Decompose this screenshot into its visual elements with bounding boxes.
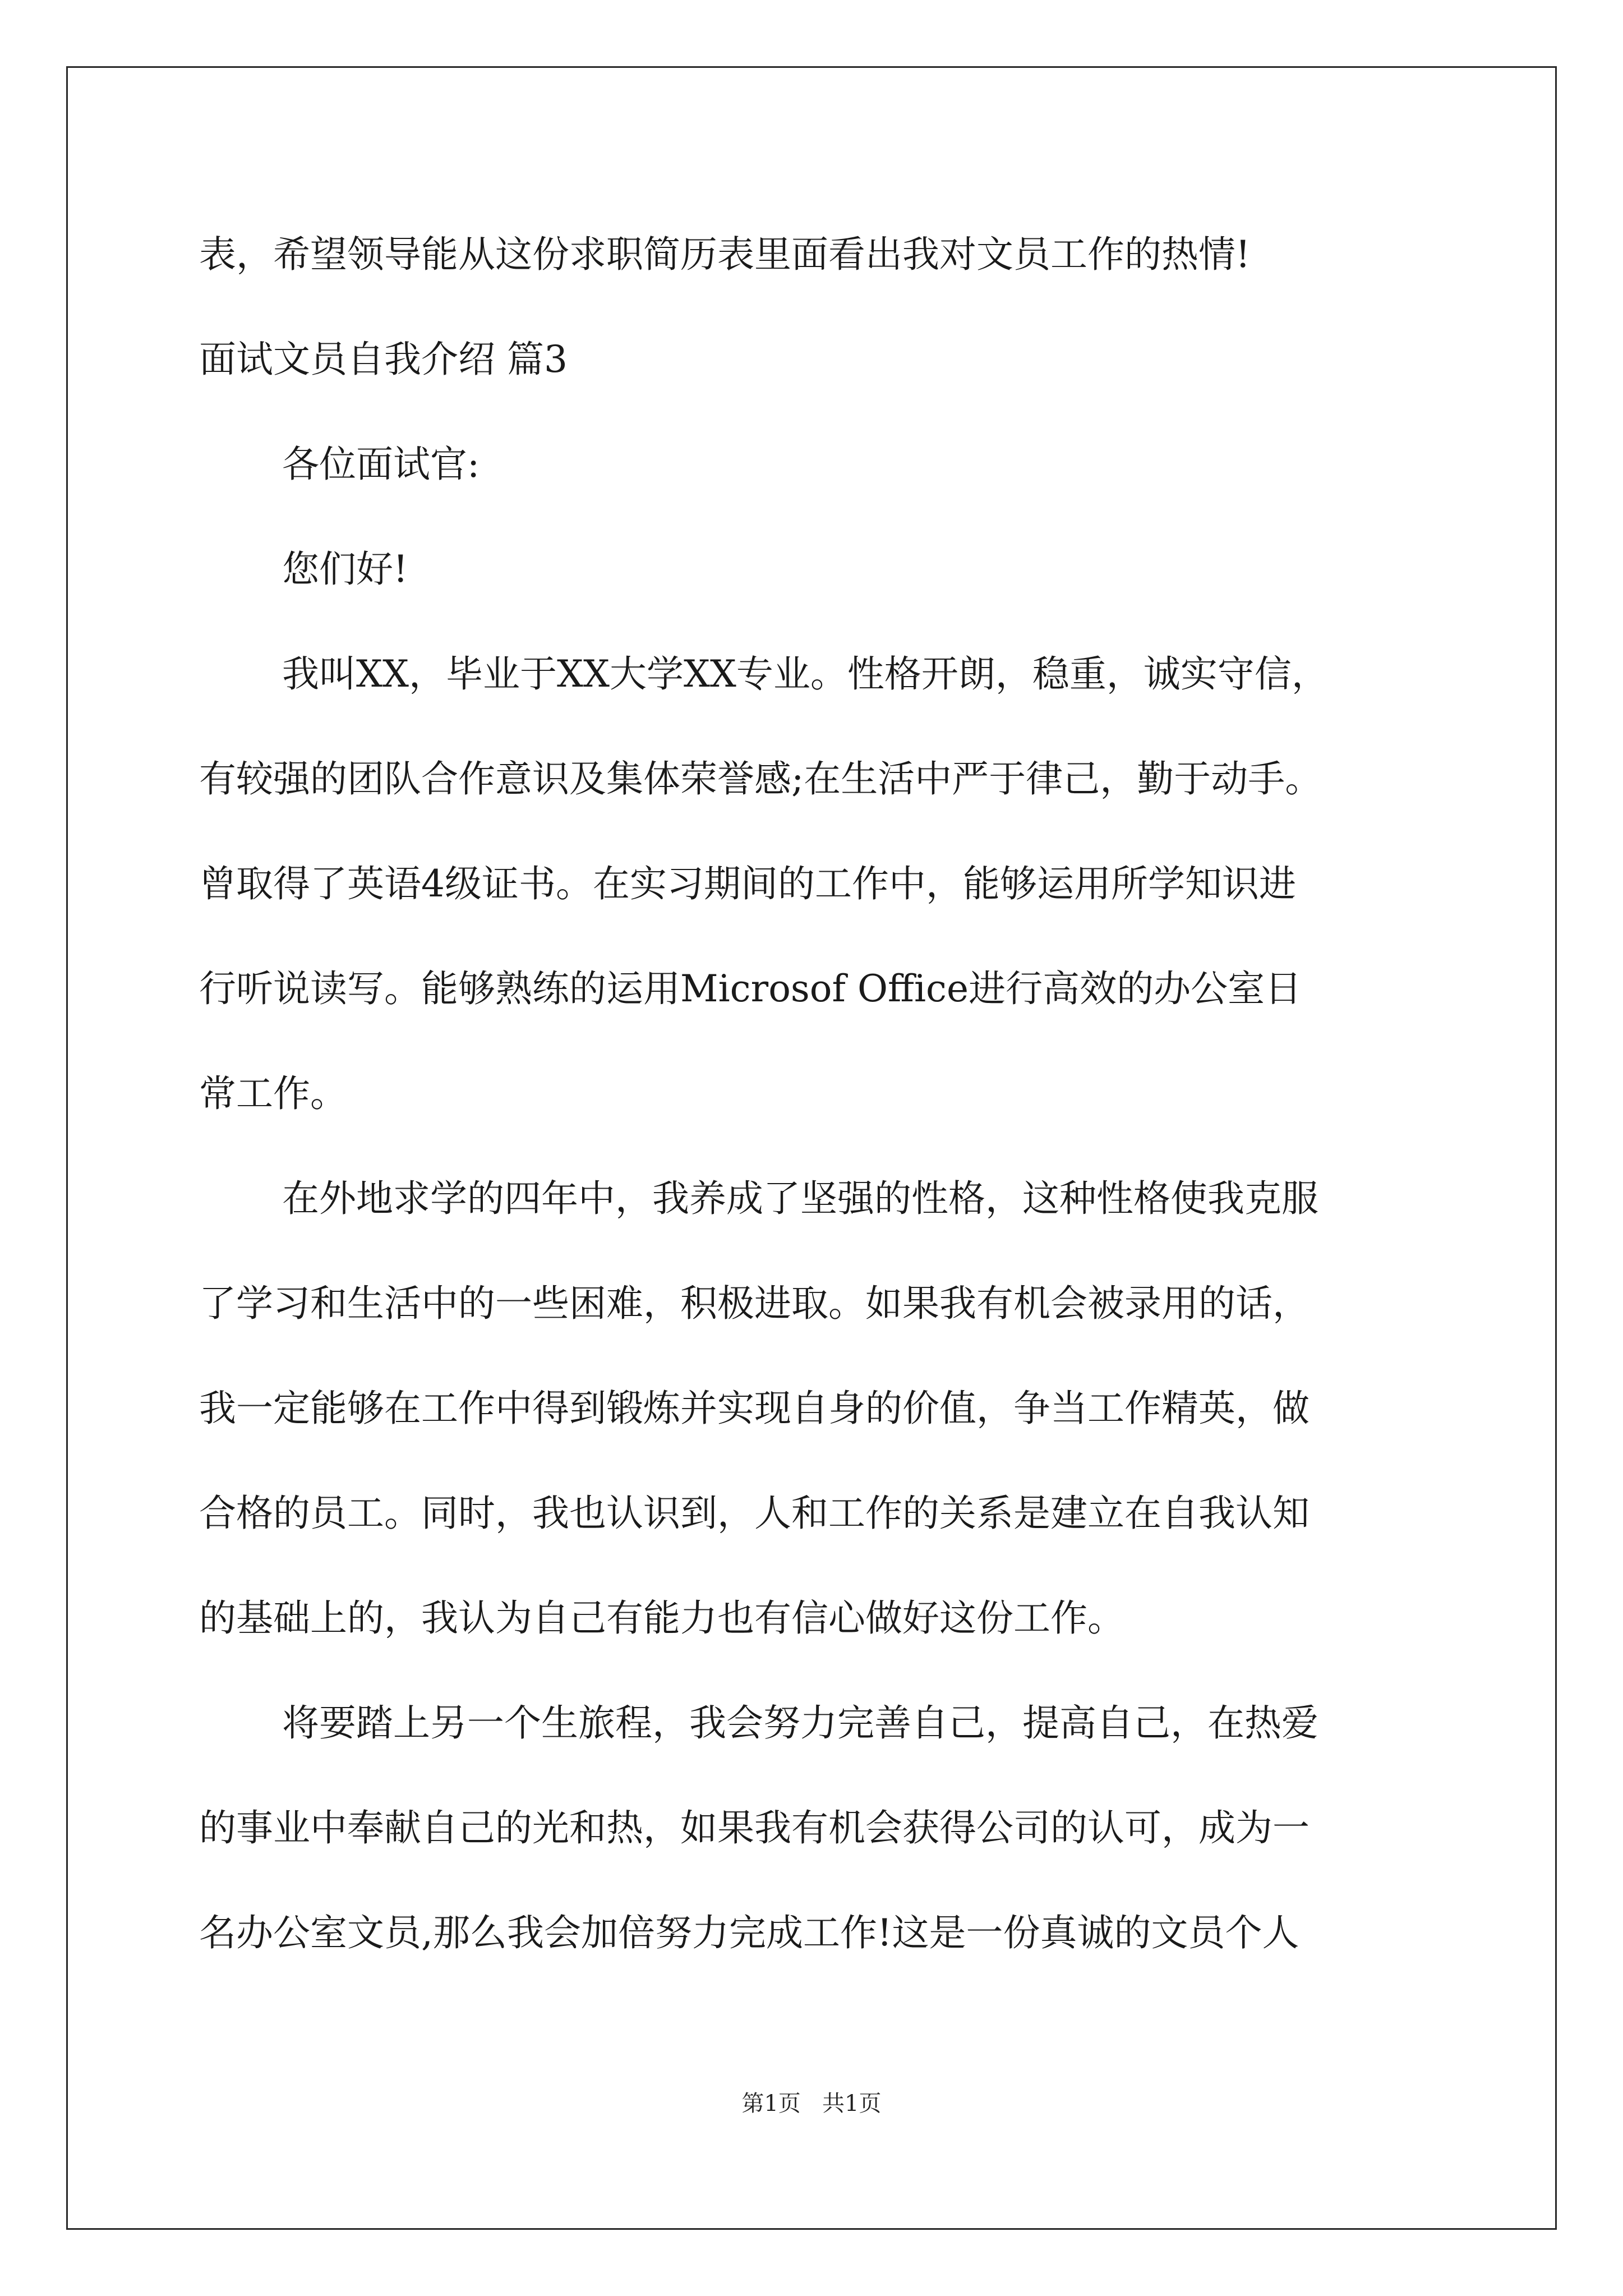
paragraph-line: 曾取得了英语4级证书。在实习期间的工作中，能够运用所学知识进 — [199, 862, 1296, 905]
paragraph-line: 将要踏上另一个生旅程，我会努力完善自己，提高自己，在热爱 — [282, 1701, 1318, 1745]
greeting-line: 您们好! — [282, 547, 408, 591]
document-body — [199, 202, 1467, 1985]
paragraph-line: 的事业中奉献自己的光和热，如果我有机会获得公司的认可，成为一 — [199, 1806, 1310, 1849]
paragraph-line: 了学习和生活中的一些困难，积极进取。如果我有机会被录用的话， — [199, 1282, 1310, 1325]
paragraph-line: 的基础上的，我认为自己有能力也有信心做好这份工作。 — [199, 1596, 1124, 1640]
paragraph-line: 有较强的团队合作意识及集体荣誉感;在生活中严于律己，勤于动手。 — [199, 757, 1322, 800]
paragraph-line: 在外地求学的四年中，我养成了坚强的性格，这种性格使我克服 — [282, 1177, 1318, 1220]
paragraph-line: 合格的员工。同时，我也认识到，人和工作的关系是建立在自我认知 — [199, 1492, 1310, 1535]
paragraph-line: 我叫XX，毕业于XX大学XX专业。性格开朗，稳重，诚实守信， — [282, 652, 1329, 696]
paragraph-line: 名办公室文员,那么我会加倍努力完成工作!这是一份真诚的文员个人 — [199, 1911, 1299, 1954]
paragraph-line: 我一定能够在工作中得到锻炼并实现自身的价值，争当工作精英，做 — [199, 1387, 1310, 1430]
section-heading: 面试文员自我介绍 篇3 — [199, 338, 568, 381]
salutation-line: 各位面试官: — [282, 443, 480, 486]
paragraph-line: 常工作。 — [199, 1072, 347, 1115]
page-number: 第1页 共1页 — [741, 2091, 882, 2116]
paragraph-line: 行听说读写。能够熟练的运用Microsof Office进行高效的办公室日 — [199, 967, 1302, 1010]
text-line: 表，希望领导能从这份求职简历表里面看出我对文员工作的热情! — [199, 233, 1251, 276]
